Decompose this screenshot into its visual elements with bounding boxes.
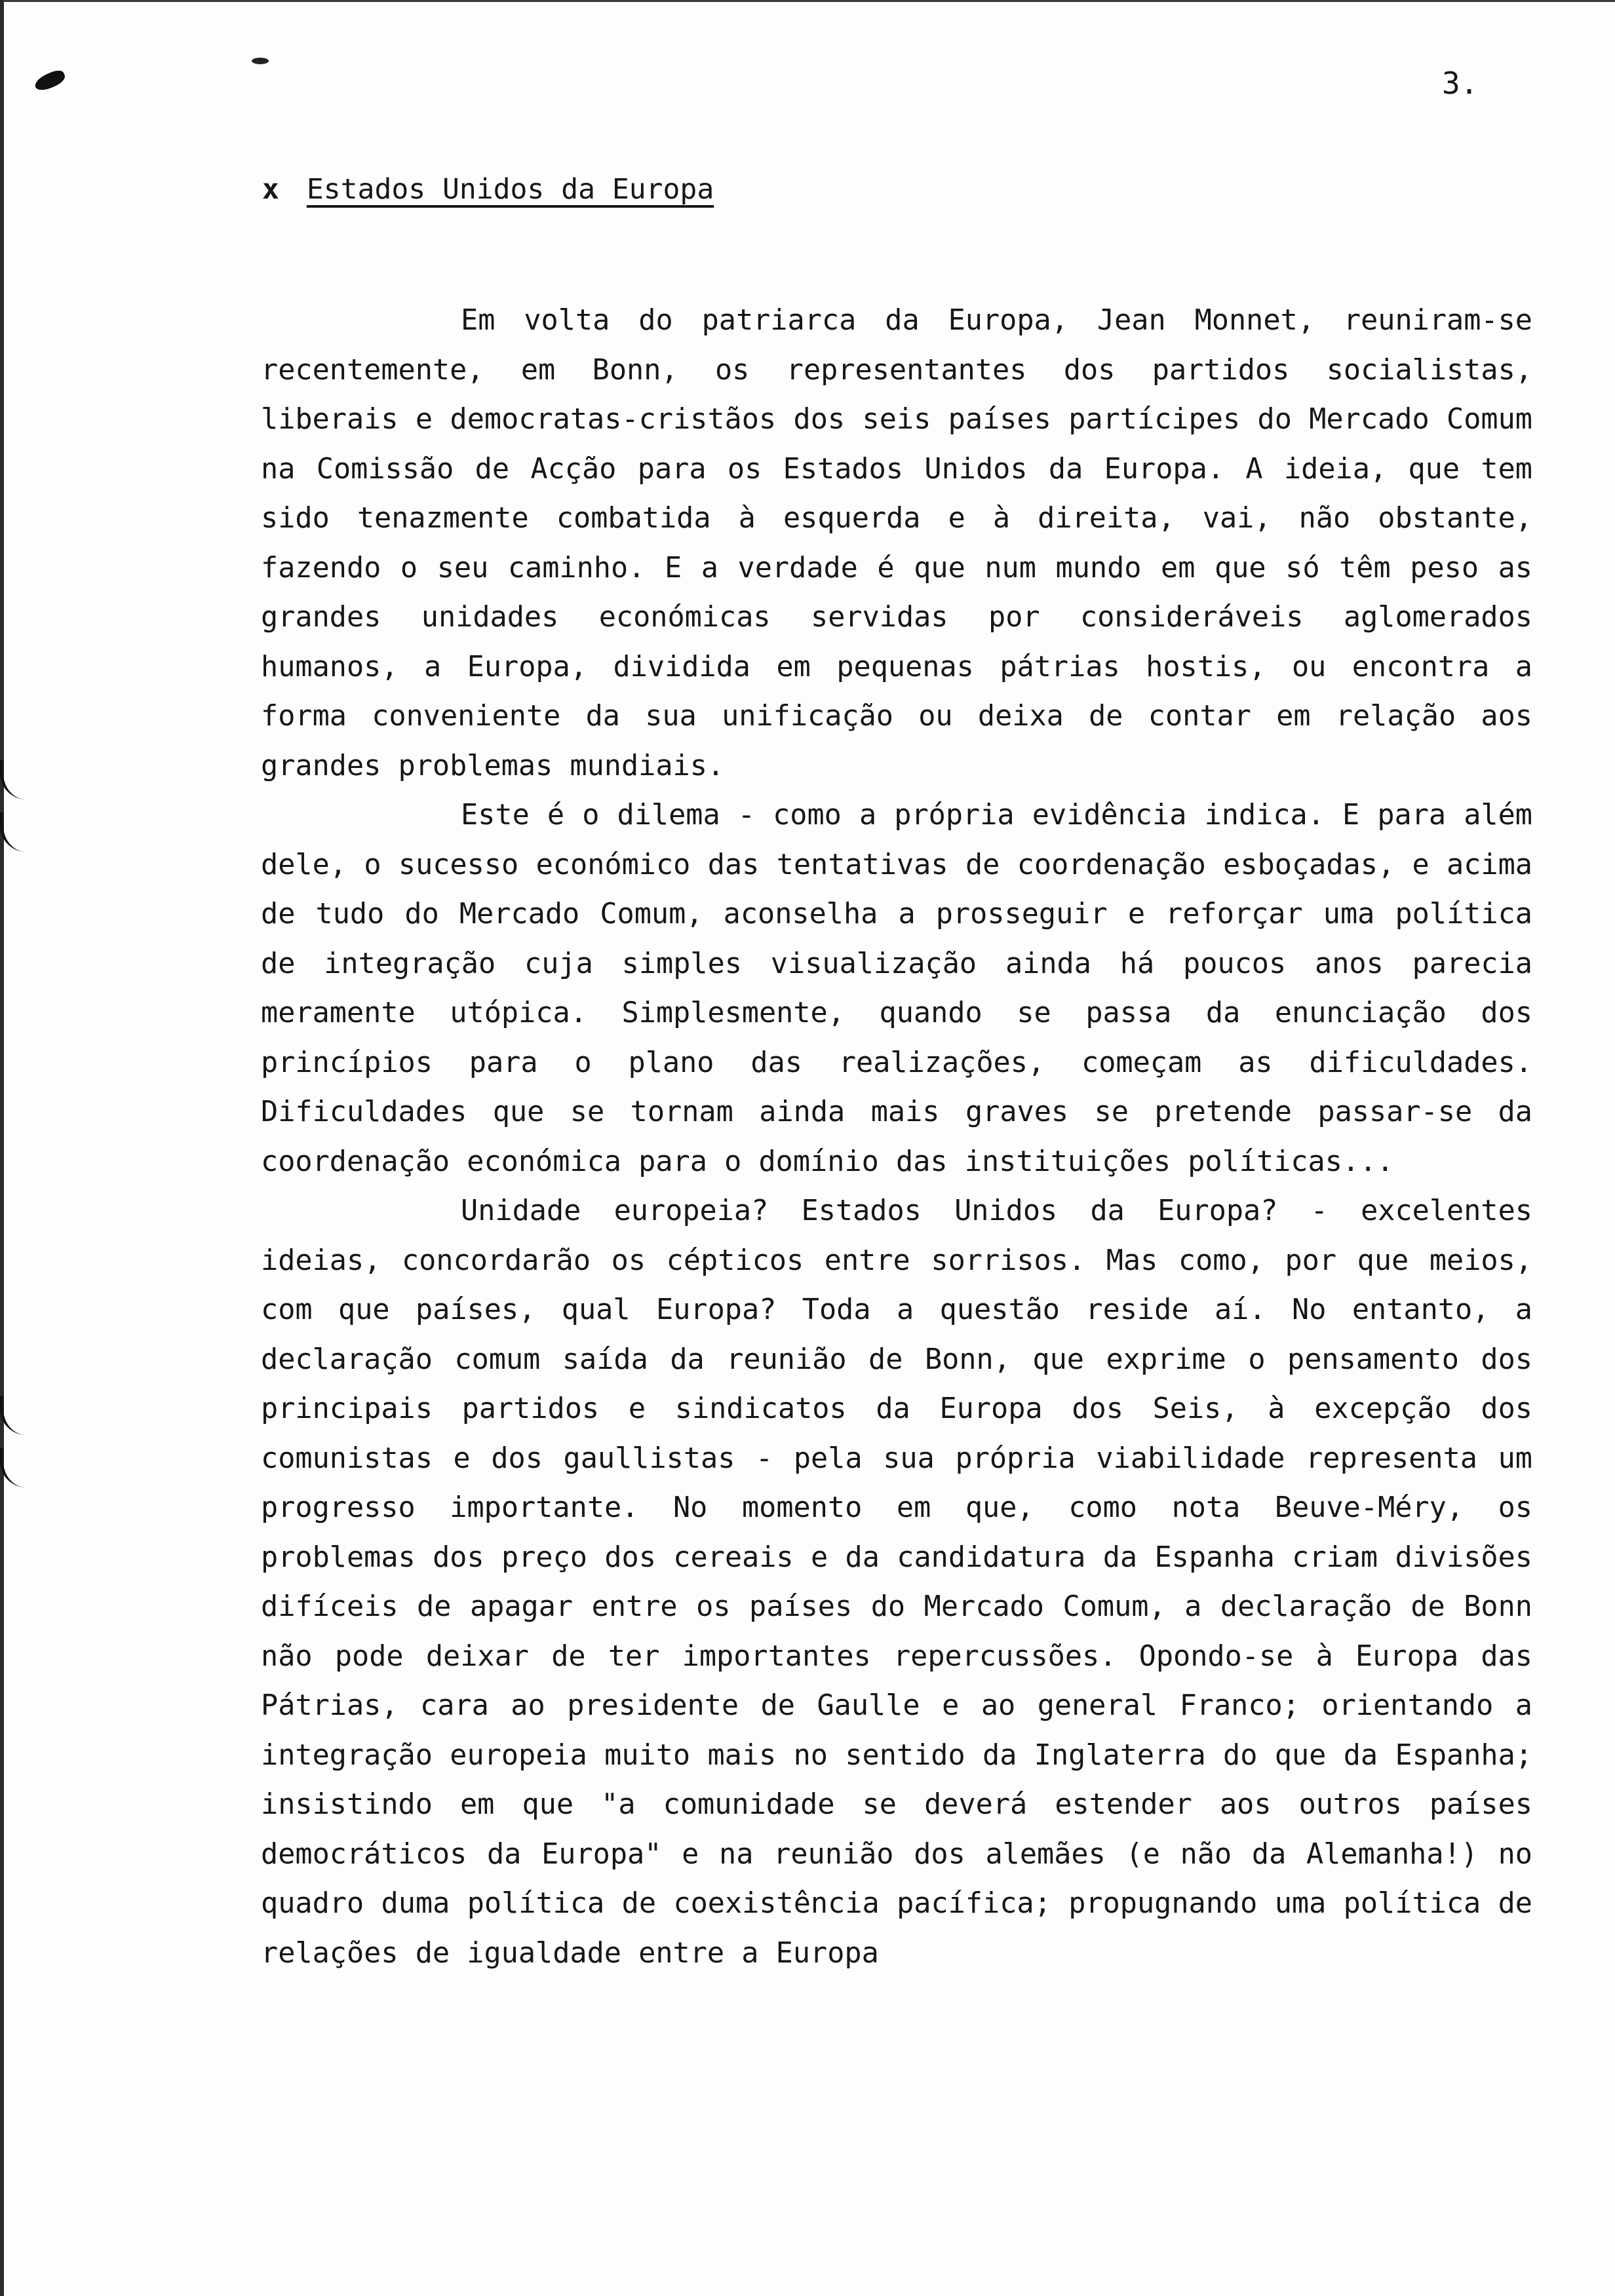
heading-title: Estados Unidos da Europa [306, 173, 714, 206]
paragraph: Unidade europeia? Estados Unidos da Europa? - excelentes ideias, concordarão os cépticos entre sorrisos. Mas como, por que meios, com que países, qual Europa? Toda a questão reside aí. No entanto, a declaração comum saída da reunião de Bonn, que exprime o pensamento dos principais partidos e sindicatos da Europa dos Seis, à excepção dos comunistas e dos gaullistas - pela sua própria viabilidade representa um progresso importante. No momento em que, como nota Beuve-Méry, os problemas dos preço dos cereais e da candidatura da Espanha criam divisões difíceis de apagar entre os países do Mercado Comum, a declaração de Bonn não pode deixar de ter importantes repercussões. Opondo-se à Europa das Pátrias, cara ao presidente de Gaulle e ao general Franco; orientando a integração europeia muito mais no sentido da Inglaterra do que da Espanha; insistindo em que "a comunidade se deverá estender aos outros países democráticos da Europa" e na reunião dos alemães (e não da Alemanha!) no quadro duma política de coexistência pacífica; propugnando uma política de relações de igualdade entre a Europa [261, 1195, 1532, 1970]
page-number: 3. [1442, 66, 1479, 101]
ink-smudge-mark [252, 58, 269, 64]
binder-clip-mark [0, 1448, 43, 1487]
binder-clip-mark [0, 1396, 43, 1435]
binder-clip-mark [0, 813, 43, 852]
ink-smudge-mark [33, 68, 68, 93]
paragraph: Este é o dilema - como a própria evidência indica. E para além dele, o sucesso económico das tentativas de coordenação esboçadas, e acima de tudo do Mercado Comum, aconselha a prosseguir e reforçar uma política de integração cuja simples visualização ainda há poucos anos parecia meramente utópica. Simplesmente, quando se passa da enunciação dos princípios para o plano das realizações, começam as dificuldades. Dificuldades que se tornam ainda mais graves se pretende passar-se da coordenação económica para o domínio das instituições políticas... [261, 799, 1532, 1178]
section-heading [262, 173, 714, 206]
scan-edge-top [0, 0, 1615, 2]
article-body [261, 296, 1532, 1978]
heading-bullet-mark: x [262, 173, 279, 206]
binder-clip-mark [0, 760, 43, 799]
paragraph: Em volta do patriarca da Europa, Jean Monnet, reuniram-se recentemente, em Bonn, os representantes dos partidos socialistas, liberais e democratas-cristãos dos seis países partícipes do Mercado Comum na Comissão de Acção para os Estados Unidos da Europa. A ideia, que tem sido tenazmente combatida à esquerda e à direita, vai, não obstante, fazendo o seu caminho. E a verdade é que num mundo em que só têm peso as grandes unidades económicas servidas por consideráveis aglomerados humanos, a Europa, dividida em pequenas pátrias hostis, ou encontra a forma conveniente da sua unificação ou deixa de contar em relação aos grandes problemas mundiais. [261, 304, 1532, 782]
scan-edge-left [0, 0, 4, 2296]
